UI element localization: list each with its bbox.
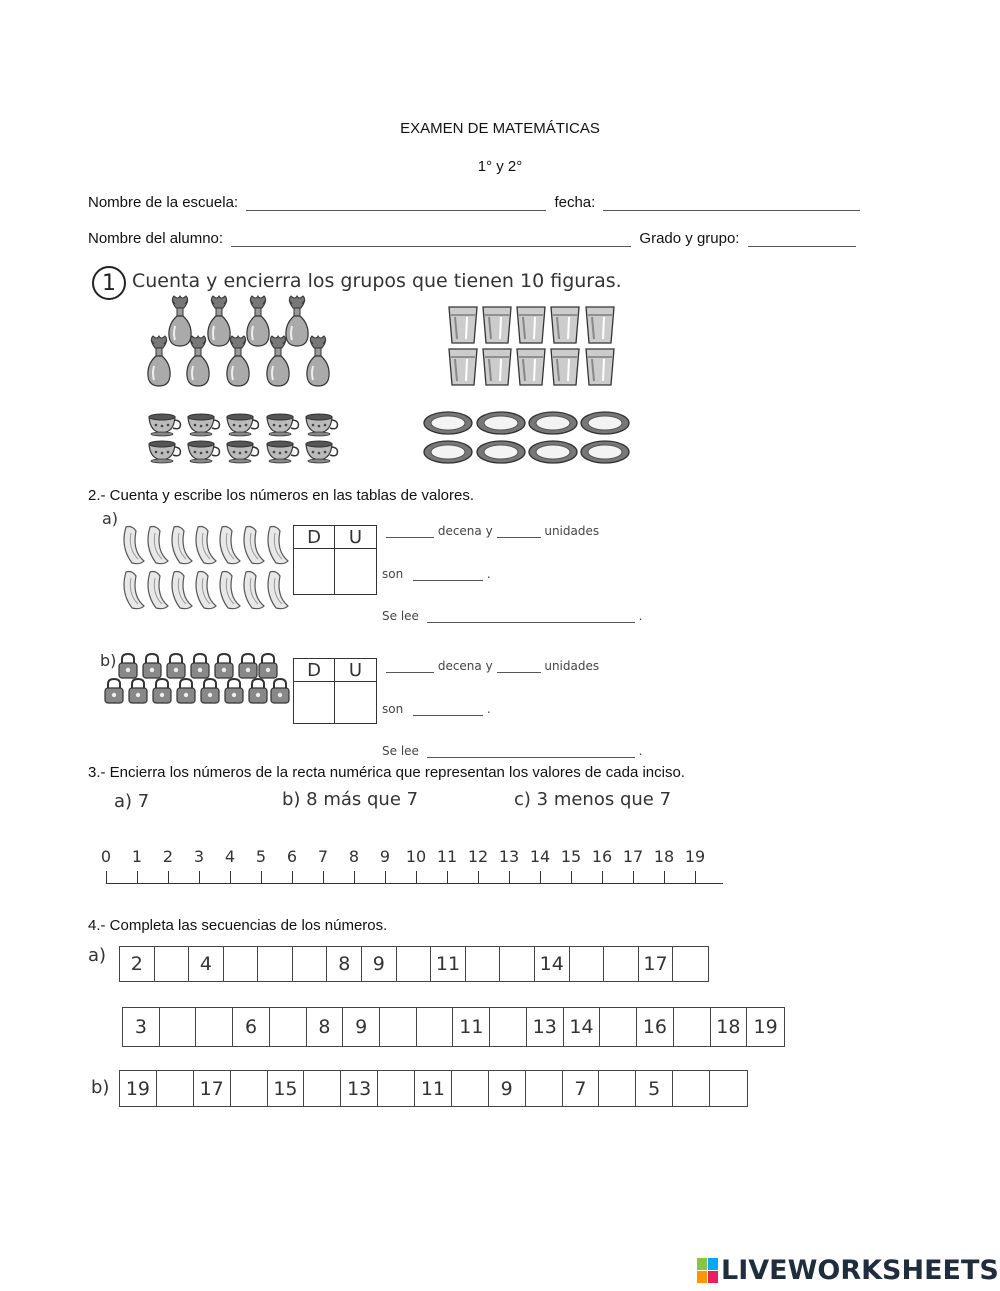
number-line-label[interactable]: 5 (255, 847, 267, 866)
q2-title: 2.- Cuenta y escribe los números en las tablas de valores. (88, 487, 475, 504)
lock-group (105, 654, 289, 703)
logo-block-pink (708, 1271, 718, 1283)
sequence-number-cell: 9 (362, 947, 397, 981)
q1-instruction: Cuenta y encierra los grupos que tienen 10 figuras. (132, 270, 622, 292)
q2-b-decena-text: decena y (437, 659, 493, 673)
number-line-label[interactable]: 10 (405, 847, 427, 866)
q2-a-decena-line (386, 524, 599, 538)
number-line-label[interactable]: 8 (348, 847, 360, 866)
q2-a-son-blank[interactable] (413, 580, 483, 581)
number-line-label[interactable]: 14 (529, 847, 551, 866)
sequence-number-cell: 6 (233, 1008, 270, 1046)
q4-a-label: a) (88, 945, 107, 966)
sequence-number-cell: 11 (453, 1008, 490, 1046)
school-label: Nombre de la escuela: (88, 194, 239, 211)
q2-b-son-blank[interactable] (413, 715, 483, 716)
q2-a-son-text: son (382, 567, 404, 581)
q2-a-selee-text: Se lee (382, 609, 419, 623)
sequence-blank-cell[interactable] (397, 947, 432, 981)
sequence-blank-cell[interactable] (196, 1008, 233, 1046)
q2-a-selee-line: Se lee . (382, 609, 643, 623)
sequence-row-1 (119, 946, 709, 982)
number-line-label[interactable]: 6 (286, 847, 298, 866)
q2-b-decena-line (386, 659, 599, 673)
q4-title: 4.- Completa las secuencias de los números. (88, 917, 388, 934)
sequence-number-cell: 17 (194, 1071, 231, 1106)
du-b-u-cell[interactable] (335, 682, 376, 723)
q3-b: b) 8 más que 7 (282, 789, 419, 810)
q2-a-son-line: son . (382, 567, 491, 581)
q2-b-selee-text: Se lee (382, 744, 419, 758)
q2-b-label: b) (100, 651, 117, 670)
sequence-blank-cell[interactable] (466, 947, 501, 981)
q2-b-son-line: son . (382, 702, 491, 716)
grades-line: 1° y 2° (477, 158, 523, 175)
sequence-number-cell: 14 (564, 1008, 601, 1046)
sequence-blank-cell[interactable] (293, 947, 328, 981)
sequence-number-cell: 13 (527, 1008, 564, 1046)
sequence-number-cell: 11 (431, 947, 466, 981)
q2-a-unidades-text: unidades (544, 524, 600, 538)
q2-b-son-text: son (382, 702, 404, 716)
sequence-number-cell: 3 (123, 1008, 160, 1046)
sequence-number-cell: 5 (636, 1071, 673, 1106)
sequence-number-cell: 7 (563, 1071, 600, 1106)
q2-a-decena-blank[interactable] (386, 537, 434, 538)
sequence-number-cell: 15 (268, 1071, 305, 1106)
sequence-blank-cell[interactable] (673, 1071, 710, 1106)
sequence-number-cell: 4 (189, 947, 224, 981)
sequence-blank-cell[interactable] (270, 1008, 307, 1046)
q2-b-unidades-blank[interactable] (497, 672, 541, 673)
sequence-blank-cell[interactable] (526, 1071, 563, 1106)
logo-blocks-icon (697, 1258, 718, 1283)
number-line-label[interactable]: 4 (224, 847, 236, 866)
q3-c: c) 3 menos que 7 (514, 789, 672, 810)
number-line-label[interactable]: 9 (379, 847, 391, 866)
sequence-row-2 (122, 1007, 785, 1047)
sequence-number-cell: 18 (711, 1008, 748, 1046)
student-label: Nombre del alumno: (88, 230, 224, 247)
logo-text: LIVEWORKSHEETS (721, 1255, 999, 1286)
sequence-number-cell: 2 (120, 947, 155, 981)
q3-title: 3.- Encierra los números de la recta numérica que representan los valores de cada inciso. (88, 764, 685, 781)
sequence-blank-cell[interactable] (599, 1071, 636, 1106)
q2-a-selee-blank[interactable] (427, 622, 635, 623)
q2-b-selee-line: Se lee . (382, 744, 643, 758)
sequence-number-cell: 17 (639, 947, 674, 981)
q2-a-label: a) (102, 509, 119, 528)
date-label: fecha: (554, 194, 596, 211)
sequence-blank-cell[interactable] (258, 947, 293, 981)
du-table-a (293, 525, 377, 595)
number-line-label[interactable]: 13 (498, 847, 520, 866)
sequence-blank-cell[interactable] (224, 947, 259, 981)
logo-block-green (697, 1258, 707, 1270)
liveworksheets-logo (697, 1255, 999, 1286)
q2-a-decena-text: decena y (437, 524, 493, 538)
banana-group (124, 527, 288, 609)
number-line-label[interactable]: 19 (684, 847, 706, 866)
number-line-label[interactable]: 11 (436, 847, 458, 866)
number-line-label[interactable]: 12 (467, 847, 489, 866)
q2-b-unidades-text: unidades (544, 659, 600, 673)
sequence-number-cell: 14 (535, 947, 570, 981)
sequence-blank-cell[interactable] (378, 1071, 415, 1106)
sequence-blank-cell[interactable] (452, 1071, 489, 1106)
vase-group (148, 296, 329, 386)
sequence-number-cell: 8 (327, 947, 362, 981)
sequence-blank-cell[interactable] (380, 1008, 417, 1046)
du-b-d-cell[interactable] (294, 682, 335, 723)
sequence-number-cell: 9 (343, 1008, 380, 1046)
number-line-label[interactable]: 17 (622, 847, 644, 866)
sequence-blank-cell[interactable] (600, 1008, 637, 1046)
sequence-number-cell: 8 (307, 1008, 344, 1046)
sequence-blank-cell[interactable] (417, 1008, 454, 1046)
number-line-label[interactable]: 18 (653, 847, 675, 866)
sequence-number-cell: 13 (341, 1071, 378, 1106)
sequence-blank-cell[interactable] (674, 1008, 711, 1046)
group-label: Grado y grupo: (639, 230, 740, 247)
sequence-blank-cell[interactable] (155, 947, 190, 981)
logo-block-orange (697, 1271, 707, 1283)
number-line-label[interactable]: 1 (131, 847, 143, 866)
q4-b-label: b) (91, 1077, 110, 1098)
sequence-number-cell: 11 (415, 1071, 452, 1106)
sequence-blank-cell[interactable] (160, 1008, 197, 1046)
sequence-blank-cell[interactable] (500, 947, 535, 981)
cup-group (149, 414, 337, 463)
glass-group (449, 307, 614, 385)
sequence-blank-cell[interactable] (604, 947, 639, 981)
du-a-d-cell[interactable] (294, 549, 335, 594)
sequence-blank-cell[interactable] (157, 1071, 194, 1106)
du-a-u-cell[interactable] (335, 549, 376, 594)
sequence-number-cell: 9 (489, 1071, 526, 1106)
sequence-blank-cell[interactable] (231, 1071, 268, 1106)
q2-b-selee-blank[interactable] (427, 757, 635, 758)
q3-a: a) 7 (114, 791, 150, 812)
q1-number: 1 (102, 270, 116, 296)
sequence-blank-cell[interactable] (710, 1071, 747, 1106)
sequence-blank-cell[interactable] (304, 1071, 341, 1106)
number-line-label[interactable]: 2 (162, 847, 174, 866)
du-table-b (293, 658, 377, 724)
sequence-number-cell: 19 (753, 1016, 778, 1038)
number-line-label[interactable]: 3 (193, 847, 205, 866)
number-line-label[interactable]: 0 (100, 847, 112, 866)
sequence-number-cell: 16 (637, 1008, 674, 1046)
du-b-d-header: D (294, 659, 335, 682)
sequence-blank-cell[interactable] (570, 947, 605, 981)
du-a-d-header: D (294, 526, 335, 549)
plate-group (424, 412, 629, 463)
du-a-u-header: U (335, 526, 376, 549)
number-line-label[interactable]: 15 (560, 847, 582, 866)
sequence-blank-cell[interactable] (673, 947, 708, 981)
sequence-blank-cell[interactable] (490, 1008, 527, 1046)
exam-title: EXAMEN DE MATEMÁTICAS (400, 120, 600, 137)
q2-a-unidades-blank[interactable] (497, 537, 541, 538)
number-line-label[interactable]: 16 (591, 847, 613, 866)
du-b-u-header: U (335, 659, 376, 682)
q2-b-decena-blank[interactable] (386, 672, 434, 673)
sequence-number-cell: 19 (120, 1071, 157, 1106)
number-line-label[interactable]: 7 (317, 847, 329, 866)
sequence-row-3 (119, 1070, 748, 1107)
logo-block-blue (708, 1258, 718, 1270)
